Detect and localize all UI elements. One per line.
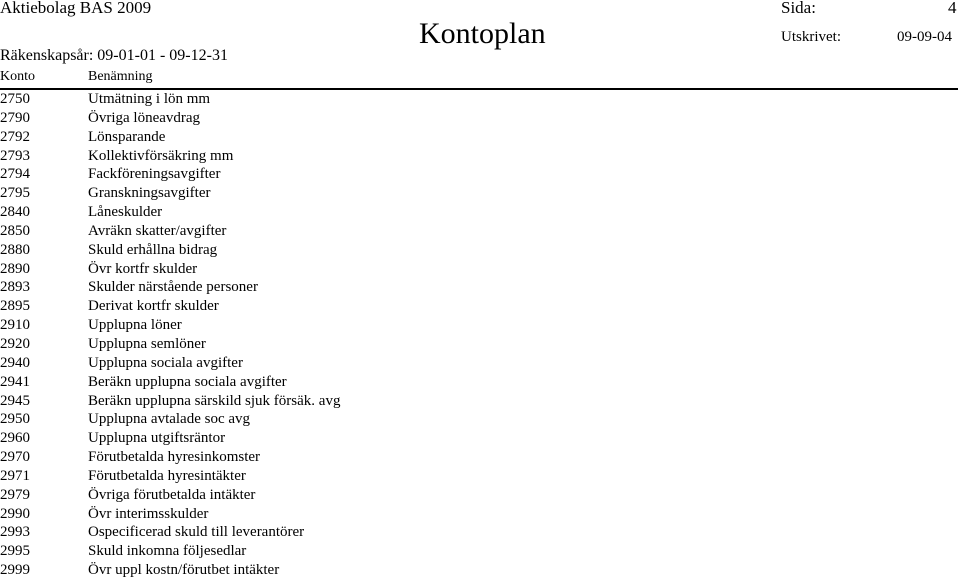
page-number: 4: [948, 0, 957, 17]
account-number: 2920: [0, 335, 30, 352]
column-header-konto: Konto: [0, 69, 35, 84]
account-number: 2793: [0, 147, 30, 164]
account-row: [0, 429, 958, 448]
account-number: 2895: [0, 298, 30, 315]
account-row: [0, 561, 958, 580]
account-row: [0, 165, 958, 184]
printed-label: Utskrivet:: [781, 29, 841, 45]
account-name: Lönsparande: [88, 128, 166, 145]
fiscal-year: Räkenskapsår: 09-01-01 - 09-12-31: [0, 47, 228, 64]
account-number: 2941: [0, 373, 30, 390]
account-number: 2910: [0, 317, 30, 334]
account-number: 2790: [0, 109, 30, 126]
account-number: 2990: [0, 505, 30, 522]
account-row: [0, 109, 958, 128]
account-number: 2840: [0, 204, 30, 221]
account-name: Skuld erhållna bidrag: [88, 241, 218, 258]
account-name: Skulder närstående personer: [88, 279, 258, 296]
account-number: 2880: [0, 241, 30, 258]
account-name: Fackföreningsavgifter: [88, 166, 221, 183]
account-row: [0, 523, 958, 542]
account-number: 2950: [0, 411, 30, 428]
account-row: [0, 335, 958, 354]
account-name: Förutbetalda hyresinkomster: [88, 449, 261, 466]
printed-date: 09-09-04: [897, 29, 952, 45]
account-row: [0, 448, 958, 467]
account-name: Skuld inkomna följesedlar: [88, 543, 247, 560]
account-row: [0, 467, 958, 486]
account-name: Övriga löneavdrag: [88, 109, 201, 126]
account-row: [0, 260, 958, 279]
account-name: Granskningsavgifter: [88, 185, 211, 202]
account-name: Upplupna semlöner: [88, 335, 206, 352]
account-row: [0, 486, 958, 505]
account-row: [0, 297, 958, 316]
account-row: [0, 505, 958, 524]
column-header-benamning: Benämning: [88, 69, 153, 84]
account-name: Övr kortfr skulder: [88, 260, 198, 277]
account-number: 2940: [0, 354, 30, 371]
account-row: [0, 392, 958, 411]
account-row: [0, 316, 958, 335]
account-name: Utmätning i lön mm: [88, 91, 211, 107]
account-row: [0, 147, 958, 166]
account-number: 2850: [0, 222, 30, 239]
account-name: Övr interimsskulder: [88, 505, 209, 522]
account-number: 2893: [0, 279, 30, 296]
account-number: 2945: [0, 392, 30, 409]
account-number: 2792: [0, 128, 30, 145]
account-name: Kollektivförsäkring mm: [88, 147, 234, 164]
page-label: Sida:: [781, 0, 816, 17]
account-name: Övr uppl kostn/förutbet intäkter: [88, 562, 280, 579]
account-number: 2794: [0, 166, 30, 183]
account-number: 2795: [0, 185, 30, 202]
account-number: 2993: [0, 524, 30, 541]
account-row: [0, 354, 958, 373]
account-row: [0, 128, 958, 147]
account-row: [0, 241, 958, 260]
account-name: Upplupna löner: [88, 317, 182, 334]
account-row: [0, 542, 958, 561]
account-row: [0, 222, 958, 241]
account-name: Låneskulder: [88, 204, 163, 221]
account-name: Upplupna avtalade soc avg: [88, 411, 251, 428]
account-name: Övriga förutbetalda intäkter: [88, 486, 256, 503]
account-row: [0, 184, 958, 203]
company-name: Aktiebolag BAS 2009: [0, 0, 152, 17]
document-title: Kontoplan: [419, 17, 546, 50]
account-row: [0, 373, 958, 392]
account-number: 2995: [0, 543, 30, 560]
account-number: 2890: [0, 260, 30, 277]
account-list: [0, 90, 958, 580]
account-name: Avräkn skatter/avgifter: [88, 222, 227, 239]
account-row: [0, 278, 958, 297]
account-name: Beräkn upplupna särskild sjuk försäk. avg: [88, 392, 341, 409]
account-row: [0, 203, 958, 222]
account-name: Derivat kortfr skulder: [88, 298, 219, 315]
account-row: [0, 90, 958, 109]
account-number: 2979: [0, 486, 30, 503]
account-name: Beräkn upplupna sociala avgifter: [88, 373, 287, 390]
account-number: 2999: [0, 562, 30, 579]
account-row: [0, 410, 958, 429]
account-number: 2971: [0, 467, 30, 484]
account-name: Upplupna utgiftsräntor: [88, 430, 226, 447]
account-name: Upplupna sociala avgifter: [88, 354, 243, 371]
account-number: 2970: [0, 449, 30, 466]
account-name: Ospecificerad skuld till leverantörer: [88, 524, 305, 541]
account-number: 2750: [0, 91, 30, 107]
account-number: 2960: [0, 430, 30, 447]
account-name: Förutbetalda hyresintäkter: [88, 467, 246, 484]
